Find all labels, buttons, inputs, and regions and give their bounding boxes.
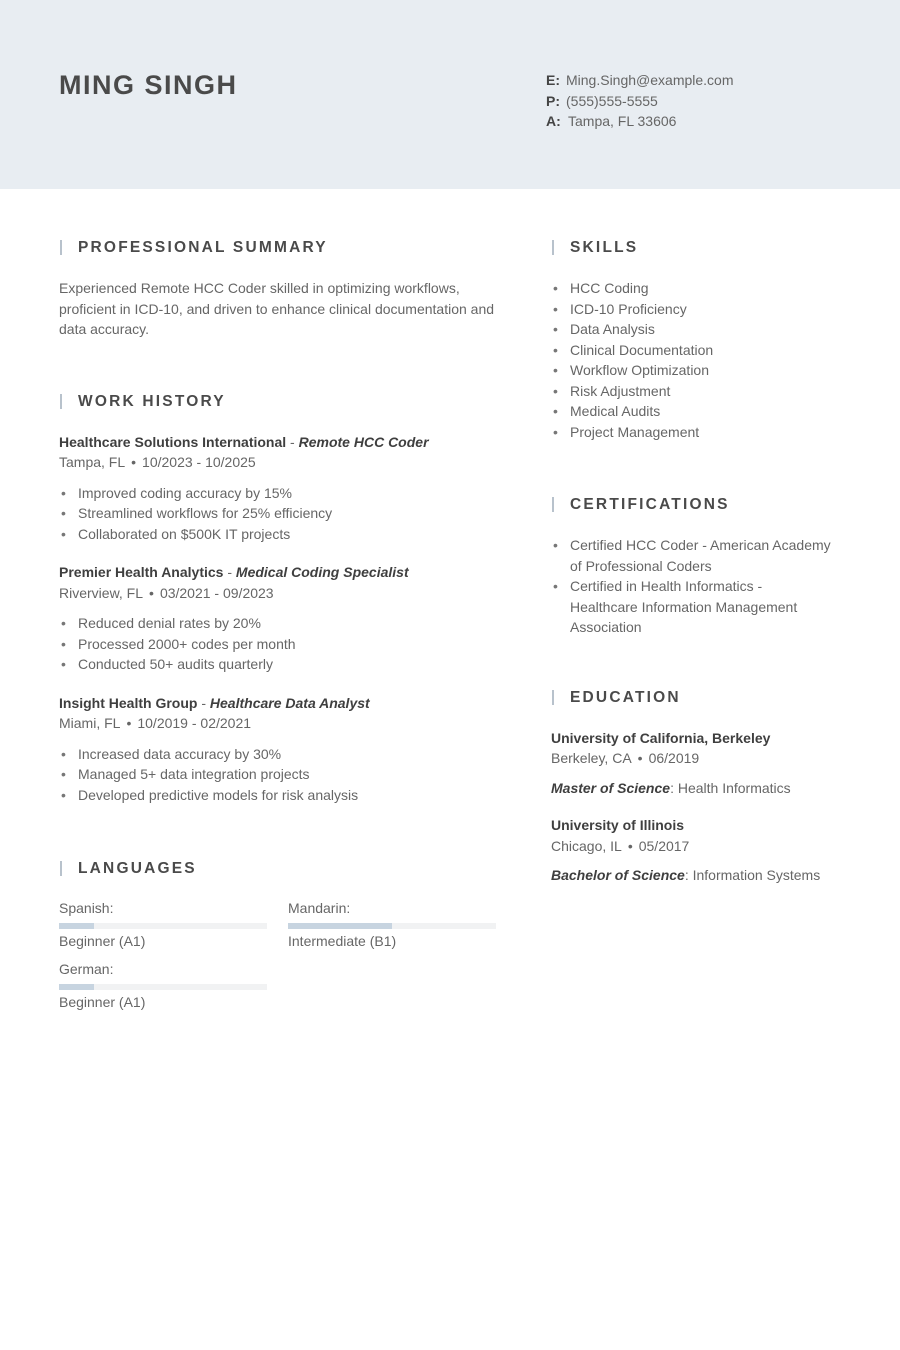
meta-dot: • <box>126 715 132 731</box>
language-bar-fill <box>59 984 94 990</box>
job-meta <box>59 713 499 734</box>
job-bullets <box>59 613 499 675</box>
job-bullet: • Managed 5+ data integration projects <box>59 764 499 785</box>
job-bullet: • Improved coding accuracy by 15% <box>59 483 499 504</box>
skills-list <box>551 278 851 442</box>
job-dates: 10/2019 - 02/2021 <box>137 715 252 731</box>
contact-address-row <box>546 111 734 132</box>
certifications-heading: CERTIFICATIONS <box>551 495 851 515</box>
summary-text: Experienced Remote HCC Coder skilled in optimizing workflows, proficient in ICD-10, and driven to enhance clinical documentation and data accuracy. <box>59 280 495 337</box>
education-entry <box>551 728 851 799</box>
education-school: University of California, Berkeley <box>551 729 771 746</box>
job-role: Medical Coding Specialist <box>235 564 409 580</box>
contact-phone-row <box>546 91 734 112</box>
language-name: Mandarin: <box>288 900 351 916</box>
phone-value[interactable]: (555)555-5555 <box>566 92 658 109</box>
education-date: 05/2017 <box>638 837 690 854</box>
phone-label: P: <box>546 92 560 109</box>
education-location: Berkeley, CA <box>551 750 632 766</box>
job-meta <box>59 583 499 604</box>
job-role: Remote HCC Coder <box>298 433 429 450</box>
job-separator: - <box>227 564 233 580</box>
education-entry <box>551 815 851 886</box>
job-location: Riverview, FL <box>59 584 144 601</box>
job-entry <box>59 693 499 806</box>
job-role: Healthcare Data Analyst <box>209 694 370 711</box>
contact-email-row <box>546 70 734 91</box>
education-location: Chicago, IL <box>551 837 622 854</box>
job-bullet: • Reduced denial rates by 20% <box>59 613 499 634</box>
certifications-list <box>551 535 831 638</box>
job-separator: - <box>290 433 295 450</box>
language-bar <box>59 923 267 929</box>
skill-item: • HCC Coding <box>551 278 851 299</box>
certification-item: • Certified HCC Coder - American Academy of Professional Coders <box>551 535 831 576</box>
language-name: German: <box>59 961 114 977</box>
education-heading: EDUCATION <box>551 688 851 708</box>
language-bar <box>59 984 267 990</box>
language-name: Spanish: <box>59 900 114 916</box>
job-meta <box>59 452 499 473</box>
job-bullets <box>59 744 499 806</box>
address-label: A: <box>546 113 561 129</box>
meta-dot: • <box>627 837 633 854</box>
education-meta <box>551 748 851 769</box>
job-header <box>59 432 499 453</box>
language-bar-fill <box>59 923 94 929</box>
skill-item: • ICD-10 Proficiency <box>551 299 851 320</box>
skill-item: • Data Analysis <box>551 319 851 340</box>
work-history-heading: WORK HISTORY <box>59 392 499 412</box>
job-entry <box>59 432 499 545</box>
education-degree: Master of Science <box>551 779 671 796</box>
skill-item: • Risk Adjustment <box>551 381 851 402</box>
meta-dot: • <box>637 750 643 766</box>
job-location: Miami, FL <box>59 715 121 731</box>
job-dates: 03/2021 - 09/2023 <box>159 584 274 601</box>
language-item <box>288 898 496 951</box>
job-header <box>59 693 499 714</box>
language-bar <box>288 923 496 929</box>
job-company: Premier Health Analytics <box>59 564 224 580</box>
meta-dot: • <box>131 454 137 470</box>
right-column <box>551 238 851 886</box>
education-school: University of Illinois <box>551 817 685 833</box>
education-field: : Information Systems <box>684 867 821 883</box>
skill-item: • Medical Audits <box>551 401 851 422</box>
certification-item: • Certified in Health Informatics - Healthcare Information Management Association <box>551 576 831 638</box>
job-bullet: • Developed predictive models for risk analysis <box>59 785 499 806</box>
skill-item: • Project Management <box>551 422 851 443</box>
job-bullet: • Processed 2000+ codes per month <box>59 634 499 655</box>
job-company: Healthcare Solutions International <box>59 433 287 450</box>
job-dates: 10/2023 - 10/2025 <box>142 454 256 470</box>
skills-heading: SKILLS <box>551 238 851 258</box>
job-company: Insight Health Group <box>59 694 198 711</box>
languages-grid <box>59 898 499 1018</box>
education-degree: Bachelor of Science <box>551 867 685 883</box>
job-location: Tampa, FL <box>59 454 126 470</box>
job-bullet: • Collaborated on $500K IT projects <box>59 524 499 545</box>
job-header <box>59 562 499 583</box>
header-band <box>0 0 900 189</box>
education-field: : Health Informatics <box>670 779 791 796</box>
language-level: Beginner (A1) <box>59 994 146 1010</box>
skill-item: • Clinical Documentation <box>551 340 851 361</box>
job-bullet: • Streamlined workflows for 25% efficiency <box>59 503 499 524</box>
meta-dot: • <box>149 584 154 601</box>
email-label: E: <box>546 72 560 88</box>
job-bullets <box>59 483 499 545</box>
left-column <box>59 238 499 1018</box>
language-level: Intermediate (B1) <box>288 933 397 949</box>
candidate-name: MING SINGH <box>59 70 238 100</box>
languages-heading: LANGUAGES <box>59 859 499 879</box>
job-bullet: • Increased data accuracy by 30% <box>59 744 499 765</box>
language-bar-fill <box>288 923 392 929</box>
education-date: 06/2019 <box>648 750 700 766</box>
address-value: Tampa, FL 33606 <box>568 113 677 129</box>
email-value[interactable]: Ming.Singh@example.com <box>566 72 734 88</box>
language-level: Beginner (A1) <box>59 933 146 949</box>
language-item <box>59 898 267 951</box>
job-bullet: • Conducted 50+ audits quarterly <box>59 654 499 675</box>
education-degree-line <box>551 865 851 886</box>
job-separator: - <box>201 694 207 711</box>
education-degree-line <box>551 778 851 799</box>
job-entry <box>59 562 499 675</box>
language-item <box>59 959 267 1012</box>
education-meta <box>551 836 851 857</box>
skill-item: • Workflow Optimization <box>551 360 851 381</box>
contact-info <box>546 70 734 132</box>
summary-heading: PROFESSIONAL SUMMARY <box>59 238 499 258</box>
